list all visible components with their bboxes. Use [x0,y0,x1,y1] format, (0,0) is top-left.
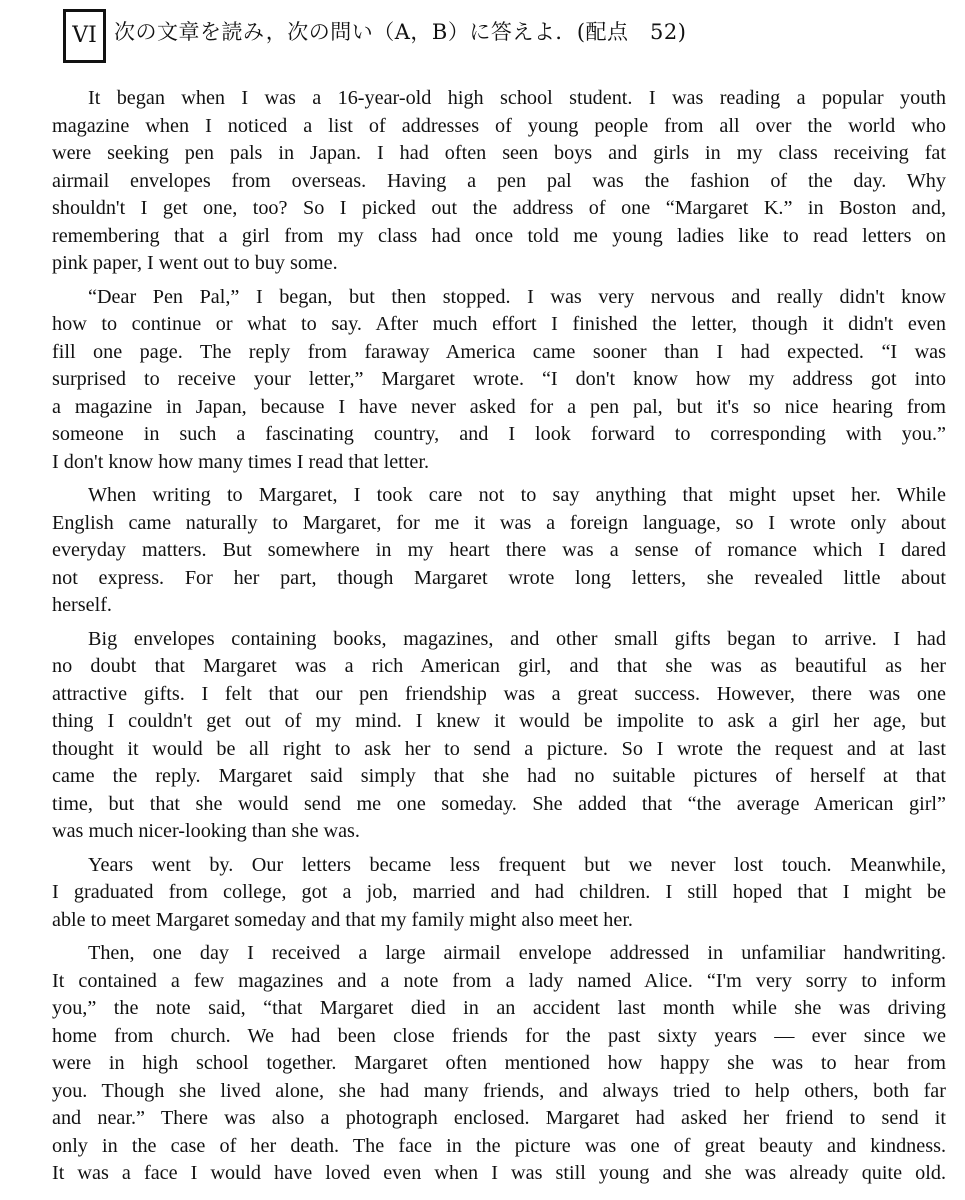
passage-line: pink paper, I went out to buy some. [52,252,338,274]
passage-line: was much nicer-looking than she was. [52,820,360,842]
passage-line: home from church. We had been close friends for the past sixty years — ever since we [52,1024,946,1047]
passage-line: When writing to Margaret, I took care not to say anything that might upset her. While [88,484,946,506]
passage-line: attractive gifts. I felt that our pen friendship was a great success. However, there was one [52,682,946,705]
passage-line: Years went by. Our letters became less frequent but we never lost touch. Meanwhile, [88,853,946,876]
passage-paragraph [52,852,946,935]
passage-line: It contained a few magazines and a note from a lady named Alice. “I'm very sorry to inform [52,969,946,992]
passage-line: Big envelopes containing books, magazines, and other small gifts began to arrive. I had [88,627,946,650]
section-number-box [63,9,106,63]
passage-line: remembering that a girl from my class had once told me young ladies like to read letters on [52,224,946,247]
passage-line: Then, one day I received a large airmail envelope addressed in unfamiliar handwriting. [88,942,946,964]
passage-line: airmail envelopes from overseas. Having a pen pal was the fashion of the day. Why [52,169,946,192]
passage-line: not express. For her part, though Margaret wrote long letters, she revealed little about [52,566,946,589]
passage-paragraph [52,940,946,1188]
passage-line: I graduated from college, got a job, married and had children. I still hoped that I might be [52,881,946,903]
passage-line: able to meet Margaret someday and that my family might also meet her. [52,908,633,931]
passage-line: you,” the note said, “that Margaret died in an accident last month while she was driving [52,997,946,1019]
passage-line: shouldn't I get one, too? So I picked out the address of one “Margaret K.” in Boston and, [52,197,946,219]
passage-line: thought it would be all right to ask her to send a picture. So I wrote the request and at last [52,737,946,760]
passage-line: It began when I was a 16-year-old high school student. I was reading a popular youth [88,87,946,109]
passage-line: you. Though she lived alone, she had many friends, and always tried to help others, both far [52,1079,946,1102]
passage-line: came the reply. Margaret said simply that she had no suitable pictures of herself at that [52,765,946,787]
passage-line: It was a face I would have loved even when I was still young and she was already quite old. [52,1162,946,1184]
passage-line: thing I couldn't get out of my mind. I knew it would be impolite to ask a girl her age, but [52,710,946,732]
passage-line: were seeking pen pals in Japan. I had often seen boys and girls in my class receiving fat [52,142,946,164]
passage-line: herself. [52,594,112,616]
passage-line: everyday matters. But somewhere in my heart there was a sense of romance which I dared [52,539,946,561]
passage-line: how to continue or what to say. After much effort I finished the letter, though it didn't even [52,313,946,335]
passage-line: were in high school together. Margaret often mentioned how happy she was to hear from [52,1052,946,1074]
passage-line: no doubt that Margaret was a rich American girl, and that she was as beautiful as her [52,655,946,677]
passage-line: “Dear Pen Pal,” I began, but then stopped. I was very nervous and really didn't know [88,285,946,308]
passage-paragraph [52,482,946,620]
passage-line: English came naturally to Margaret, for me it was a foreign language, so I wrote only about [52,511,946,534]
passage-paragraph [52,626,946,846]
passage-line: only in the case of her death. The face in the picture was one of great beauty and kindness. [52,1134,946,1157]
passage-paragraph [52,85,946,278]
passage-line: magazine when I noticed a list of addresses of young people from all over the world who [52,114,946,137]
passage-line: fill one page. The reply from faraway America came sooner than I had expected. “I was [52,340,946,363]
passage-line: I don't know how many times I read that letter. [52,450,430,473]
section-number: VI [72,23,97,48]
passage-line: time, but that she would send me one someday. She added that “the average American girl” [52,792,946,815]
passage-line: surprised to receive your letter,” Margaret wrote. “I don't know how my address got into [52,368,946,390]
passage-line: someone in such a fascinating country, and I look forward to corresponding with you.” [52,423,946,445]
reading-passage [52,85,946,1194]
passage-line: and near.” There was also a photograph enclosed. Margaret had asked her friend to send it [52,1107,946,1129]
question-instruction: 次の文章を読み，次の問い（A，B）に答えよ．(配点 52) [114,20,687,44]
passage-paragraph [52,284,946,477]
passage-line: a magazine in Japan, because I have never asked for a pen pal, but it's so nice hearing from [52,395,946,418]
question-header [63,9,686,63]
